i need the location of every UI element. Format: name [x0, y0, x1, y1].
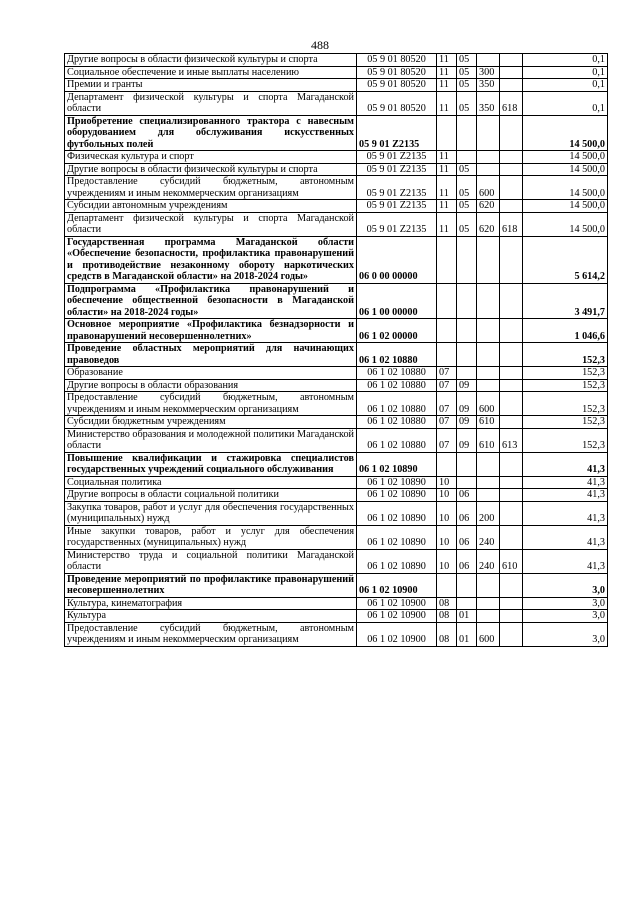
row-subsection — [457, 367, 477, 380]
row-section — [437, 236, 457, 283]
row-section: 08 — [437, 610, 457, 623]
row-name: Другие вопросы в области социальной политики — [65, 489, 357, 502]
row-target-code: 06 1 02 00000 — [357, 319, 437, 343]
row-subsection — [457, 573, 477, 597]
row-administrator-code: 618 — [500, 212, 523, 236]
row-administrator-code — [500, 610, 523, 623]
row-section: 11 — [437, 163, 457, 176]
row-section: 11 — [437, 66, 457, 79]
row-expense-type — [477, 343, 500, 367]
table-row — [65, 151, 608, 164]
row-expense-type — [477, 489, 500, 502]
table-row — [65, 392, 608, 416]
row-administrator-code — [500, 163, 523, 176]
row-target-code: 05 9 01 Z2135 — [357, 163, 437, 176]
table-row — [65, 343, 608, 367]
row-name: Предоставление субсидий бюджетным, автономным учреждениям и иным некоммерческим организациям — [65, 392, 357, 416]
table-row — [65, 367, 608, 380]
row-name: Приобретение специализированного трактора с навесным оборудованием для обслуживания искусственных футбольных полей — [65, 115, 357, 151]
row-amount: 0,1 — [523, 79, 608, 92]
row-target-code: 05 9 01 80520 — [357, 66, 437, 79]
row-target-code: 05 9 01 Z2135 — [357, 176, 437, 200]
budget-table-body — [65, 54, 608, 647]
row-administrator-code — [500, 319, 523, 343]
row-subsection: 05 — [457, 66, 477, 79]
row-subsection — [457, 151, 477, 164]
row-section: 11 — [437, 79, 457, 92]
row-subsection: 09 — [457, 428, 477, 452]
row-amount: 152,3 — [523, 379, 608, 392]
row-administrator-code — [500, 343, 523, 367]
row-subsection: 01 — [457, 622, 477, 646]
table-row — [65, 452, 608, 476]
row-section — [437, 452, 457, 476]
row-expense-type: 240 — [477, 549, 500, 573]
row-subsection: 06 — [457, 549, 477, 573]
row-target-code: 06 1 02 10890 — [357, 452, 437, 476]
row-amount: 0,1 — [523, 54, 608, 67]
row-amount: 0,1 — [523, 91, 608, 115]
row-target-code: 06 1 02 10880 — [357, 343, 437, 367]
row-target-code: 06 0 00 00000 — [357, 236, 437, 283]
row-expense-type: 350 — [477, 79, 500, 92]
row-expense-type — [477, 367, 500, 380]
row-amount: 41,3 — [523, 452, 608, 476]
row-name: Другие вопросы в области физической культуры и спорта — [65, 163, 357, 176]
row-name: Закупка товаров, работ и услуг для обеспечения государственных (муниципальных) нужд — [65, 501, 357, 525]
row-expense-type: 610 — [477, 416, 500, 429]
table-row — [65, 379, 608, 392]
row-subsection: 06 — [457, 489, 477, 502]
row-section — [437, 115, 457, 151]
row-name: Другие вопросы в области физической культуры и спорта — [65, 54, 357, 67]
table-row — [65, 476, 608, 489]
row-administrator-code — [500, 367, 523, 380]
row-subsection: 05 — [457, 79, 477, 92]
table-row — [65, 79, 608, 92]
row-target-code: 06 1 02 10890 — [357, 476, 437, 489]
row-expense-type: 610 — [477, 428, 500, 452]
row-section: 07 — [437, 392, 457, 416]
table-row — [65, 200, 608, 213]
row-section: 08 — [437, 622, 457, 646]
row-subsection: 05 — [457, 200, 477, 213]
row-name: Департамент физической культуры и спорта Магаданской области — [65, 91, 357, 115]
row-name: Департамент физической культуры и спорта Магаданской области — [65, 212, 357, 236]
table-row — [65, 525, 608, 549]
row-amount: 14 500,0 — [523, 212, 608, 236]
table-row — [65, 610, 608, 623]
row-section: 07 — [437, 428, 457, 452]
row-target-code: 05 9 01 Z2135 — [357, 212, 437, 236]
row-administrator-code — [500, 283, 523, 319]
row-administrator-code — [500, 476, 523, 489]
row-subsection — [457, 283, 477, 319]
row-name: Субсидии автономным учреждениям — [65, 200, 357, 213]
row-section: 10 — [437, 501, 457, 525]
table-row — [65, 549, 608, 573]
row-name: Иные закупки товаров, работ и услуг для обеспечения государственных (муниципальных) нужд — [65, 525, 357, 549]
row-section: 11 — [437, 176, 457, 200]
row-expense-type: 620 — [477, 212, 500, 236]
row-subsection: 09 — [457, 392, 477, 416]
row-subsection — [457, 597, 477, 610]
row-amount: 152,3 — [523, 367, 608, 380]
row-administrator-code: 610 — [500, 549, 523, 573]
row-subsection: 05 — [457, 163, 477, 176]
row-expense-type — [477, 379, 500, 392]
row-subsection — [457, 452, 477, 476]
row-expense-type — [477, 452, 500, 476]
table-row — [65, 501, 608, 525]
row-target-code: 06 1 02 10900 — [357, 610, 437, 623]
row-expense-type: 600 — [477, 392, 500, 416]
row-name: Физическая культура и спорт — [65, 151, 357, 164]
row-subsection: 06 — [457, 525, 477, 549]
table-row — [65, 176, 608, 200]
table-row — [65, 115, 608, 151]
row-expense-type — [477, 610, 500, 623]
row-name: Социальное обеспечение и иные выплаты населению — [65, 66, 357, 79]
row-amount: 3,0 — [523, 597, 608, 610]
row-target-code: 06 1 02 10880 — [357, 392, 437, 416]
row-target-code: 06 1 02 10880 — [357, 416, 437, 429]
row-administrator-code — [500, 573, 523, 597]
row-amount: 152,3 — [523, 392, 608, 416]
row-section — [437, 573, 457, 597]
row-administrator-code — [500, 392, 523, 416]
row-subsection — [457, 115, 477, 151]
row-section — [437, 283, 457, 319]
row-name: Социальная политика — [65, 476, 357, 489]
row-administrator-code — [500, 151, 523, 164]
row-expense-type: 600 — [477, 622, 500, 646]
row-target-code: 06 1 02 10880 — [357, 428, 437, 452]
row-target-code: 06 1 02 10890 — [357, 525, 437, 549]
row-target-code: 05 9 01 Z2135 — [357, 151, 437, 164]
row-name: Проведение областных мероприятий для начинающих правоведов — [65, 343, 357, 367]
row-administrator-code — [500, 501, 523, 525]
row-subsection: 05 — [457, 54, 477, 67]
row-administrator-code — [500, 452, 523, 476]
row-expense-type — [477, 54, 500, 67]
table-row — [65, 236, 608, 283]
row-name: Культура, кинематография — [65, 597, 357, 610]
row-amount: 41,3 — [523, 501, 608, 525]
table-row — [65, 91, 608, 115]
row-name: Министерство образования и молодежной политики Магаданской области — [65, 428, 357, 452]
row-amount: 14 500,0 — [523, 163, 608, 176]
row-section: 08 — [437, 597, 457, 610]
row-target-code: 05 9 01 Z2135 — [357, 115, 437, 151]
row-subsection: 01 — [457, 610, 477, 623]
row-expense-type: 600 — [477, 176, 500, 200]
table-row — [65, 597, 608, 610]
row-amount: 14 500,0 — [523, 176, 608, 200]
row-amount: 3,0 — [523, 610, 608, 623]
row-administrator-code — [500, 416, 523, 429]
row-section — [437, 343, 457, 367]
row-name: Образование — [65, 367, 357, 380]
row-administrator-code — [500, 79, 523, 92]
table-row — [65, 319, 608, 343]
row-name: Другие вопросы в области образования — [65, 379, 357, 392]
row-target-code: 05 9 01 80520 — [357, 91, 437, 115]
row-expense-type: 350 — [477, 91, 500, 115]
row-target-code: 06 1 02 10890 — [357, 489, 437, 502]
row-administrator-code — [500, 200, 523, 213]
table-row — [65, 416, 608, 429]
row-section: 11 — [437, 200, 457, 213]
row-expense-type: 240 — [477, 525, 500, 549]
row-target-code: 06 1 02 10880 — [357, 379, 437, 392]
row-subsection — [457, 343, 477, 367]
row-expense-type — [477, 283, 500, 319]
row-section: 10 — [437, 549, 457, 573]
row-name: Основное мероприятие «Профилактика безнадзорности и правонарушений несовершеннолетних» — [65, 319, 357, 343]
row-expense-type — [477, 476, 500, 489]
row-amount: 41,3 — [523, 489, 608, 502]
row-administrator-code — [500, 115, 523, 151]
row-section: 11 — [437, 91, 457, 115]
row-section: 10 — [437, 525, 457, 549]
row-name: Государственная программа Магаданской области «Обеспечение безопасности, профилактика правонарушений и противодействие незаконному обороту наркотических средств в Магаданской области» на 2018-2024 годы» — [65, 236, 357, 283]
row-target-code: 05 9 01 Z2135 — [357, 200, 437, 213]
row-target-code: 06 1 02 10900 — [357, 573, 437, 597]
row-expense-type — [477, 115, 500, 151]
row-amount: 41,3 — [523, 549, 608, 573]
row-amount: 41,3 — [523, 476, 608, 489]
row-target-code: 06 1 02 10880 — [357, 367, 437, 380]
row-amount: 41,3 — [523, 525, 608, 549]
row-section — [437, 319, 457, 343]
row-target-code: 05 9 01 80520 — [357, 79, 437, 92]
row-expense-type — [477, 597, 500, 610]
row-administrator-code: 613 — [500, 428, 523, 452]
table-row — [65, 212, 608, 236]
row-administrator-code — [500, 176, 523, 200]
row-expense-type — [477, 319, 500, 343]
row-amount: 152,3 — [523, 428, 608, 452]
row-section: 11 — [437, 212, 457, 236]
row-amount: 0,1 — [523, 66, 608, 79]
row-amount: 14 500,0 — [523, 200, 608, 213]
row-amount: 1 046,6 — [523, 319, 608, 343]
row-expense-type — [477, 163, 500, 176]
row-target-code: 06 1 02 10900 — [357, 622, 437, 646]
row-name: Субсидии бюджетным учреждениям — [65, 416, 357, 429]
row-administrator-code — [500, 489, 523, 502]
row-expense-type — [477, 573, 500, 597]
row-subsection: 05 — [457, 91, 477, 115]
row-expense-type — [477, 236, 500, 283]
row-expense-type: 620 — [477, 200, 500, 213]
row-administrator-code — [500, 66, 523, 79]
row-amount: 14 500,0 — [523, 151, 608, 164]
row-amount: 5 614,2 — [523, 236, 608, 283]
row-name: Подпрограмма «Профилактика правонарушений и обеспечение общественной безопасности в Магаданской области» на 2018-2024 годы» — [65, 283, 357, 319]
row-expense-type: 200 — [477, 501, 500, 525]
row-amount: 3,0 — [523, 622, 608, 646]
page-number: 488 — [311, 38, 329, 52]
row-section: 10 — [437, 489, 457, 502]
row-section: 07 — [437, 367, 457, 380]
table-row — [65, 283, 608, 319]
row-expense-type — [477, 151, 500, 164]
row-subsection — [457, 236, 477, 283]
row-administrator-code: 618 — [500, 91, 523, 115]
budget-table — [64, 53, 608, 647]
row-subsection: 05 — [457, 176, 477, 200]
table-row — [65, 54, 608, 67]
row-subsection: 09 — [457, 416, 477, 429]
row-section: 07 — [437, 379, 457, 392]
row-subsection: 05 — [457, 212, 477, 236]
row-amount: 152,3 — [523, 416, 608, 429]
row-target-code: 06 1 02 10890 — [357, 549, 437, 573]
row-name: Повышение квалификации и стажировка специалистов государственных учреждений социального обслуживания — [65, 452, 357, 476]
row-name: Предоставление субсидий бюджетным, автономным учреждениям и иным некоммерческим организациям — [65, 622, 357, 646]
row-name: Министерство труда и социальной политики Магаданской области — [65, 549, 357, 573]
row-expense-type: 300 — [477, 66, 500, 79]
table-row — [65, 66, 608, 79]
row-administrator-code — [500, 597, 523, 610]
row-administrator-code — [500, 236, 523, 283]
row-section: 10 — [437, 476, 457, 489]
row-name: Культура — [65, 610, 357, 623]
row-administrator-code — [500, 622, 523, 646]
row-administrator-code — [500, 525, 523, 549]
row-amount: 3 491,7 — [523, 283, 608, 319]
row-name: Проведение мероприятий по профилактике правонарушений несовершеннолетних — [65, 573, 357, 597]
row-amount: 3,0 — [523, 573, 608, 597]
row-amount: 152,3 — [523, 343, 608, 367]
row-target-code: 05 9 01 80520 — [357, 54, 437, 67]
row-name: Предоставление субсидий бюджетным, автономным учреждениям и иным некоммерческим организациям — [65, 176, 357, 200]
row-subsection — [457, 319, 477, 343]
table-row — [65, 428, 608, 452]
table-row — [65, 163, 608, 176]
row-target-code: 06 1 02 10890 — [357, 501, 437, 525]
row-section: 07 — [437, 416, 457, 429]
row-target-code: 06 1 00 00000 — [357, 283, 437, 319]
row-subsection: 09 — [457, 379, 477, 392]
row-amount: 14 500,0 — [523, 115, 608, 151]
row-subsection: 06 — [457, 501, 477, 525]
row-section: 11 — [437, 151, 457, 164]
row-name: Премии и гранты — [65, 79, 357, 92]
row-administrator-code — [500, 379, 523, 392]
row-subsection — [457, 476, 477, 489]
table-row — [65, 489, 608, 502]
row-target-code: 06 1 02 10900 — [357, 597, 437, 610]
row-section: 11 — [437, 54, 457, 67]
table-row — [65, 622, 608, 646]
row-administrator-code — [500, 54, 523, 67]
table-row — [65, 573, 608, 597]
